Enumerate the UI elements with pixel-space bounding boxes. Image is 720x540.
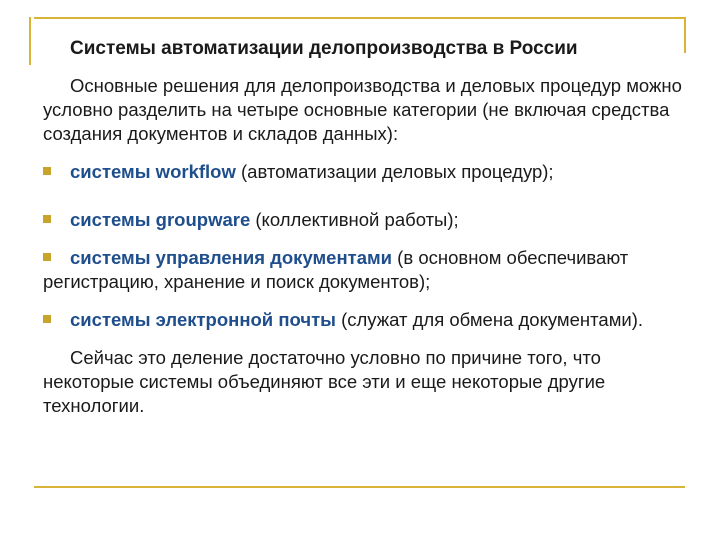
item-highlight: системы управления документами <box>70 247 393 268</box>
list-item-email <box>43 308 693 332</box>
list-item-document-management <box>43 246 693 294</box>
top-rule <box>34 17 685 19</box>
bottom-rule <box>34 486 685 488</box>
square-bullet-icon <box>43 253 51 261</box>
slide-title: Системы автоматизации делопроизводства в России <box>70 38 578 59</box>
item-text: (служат для обмена документами). <box>335 309 644 330</box>
item-text: (в основном обеспечивают регистрацию, хранение и поиск документов); <box>43 247 629 292</box>
conclusion-paragraph: Сейчас это деление достаточно условно по причине того, что некоторые системы объединяют все эти и еще некоторые другие технологии. <box>43 347 606 416</box>
square-bullet-icon <box>43 215 51 223</box>
item-highlight: системы электронной почты <box>70 309 336 330</box>
left-rule <box>29 17 31 65</box>
item-highlight: системы workflow <box>70 161 236 182</box>
list-item-workflow <box>43 160 693 184</box>
item-text: (коллективной работы); <box>250 209 459 230</box>
item-highlight: системы groupware <box>70 209 251 230</box>
item-text: (автоматизации деловых процедур); <box>235 161 554 182</box>
slide-content <box>43 74 693 418</box>
right-rule <box>684 17 686 53</box>
square-bullet-icon <box>43 167 51 175</box>
list-item-groupware <box>43 208 693 232</box>
intro-paragraph: Основные решения для делопроизводства и деловых процедур можно условно разделить на четыре основные категории (не включая средства создания документов и складов данных): <box>43 75 682 144</box>
square-bullet-icon <box>43 315 51 323</box>
